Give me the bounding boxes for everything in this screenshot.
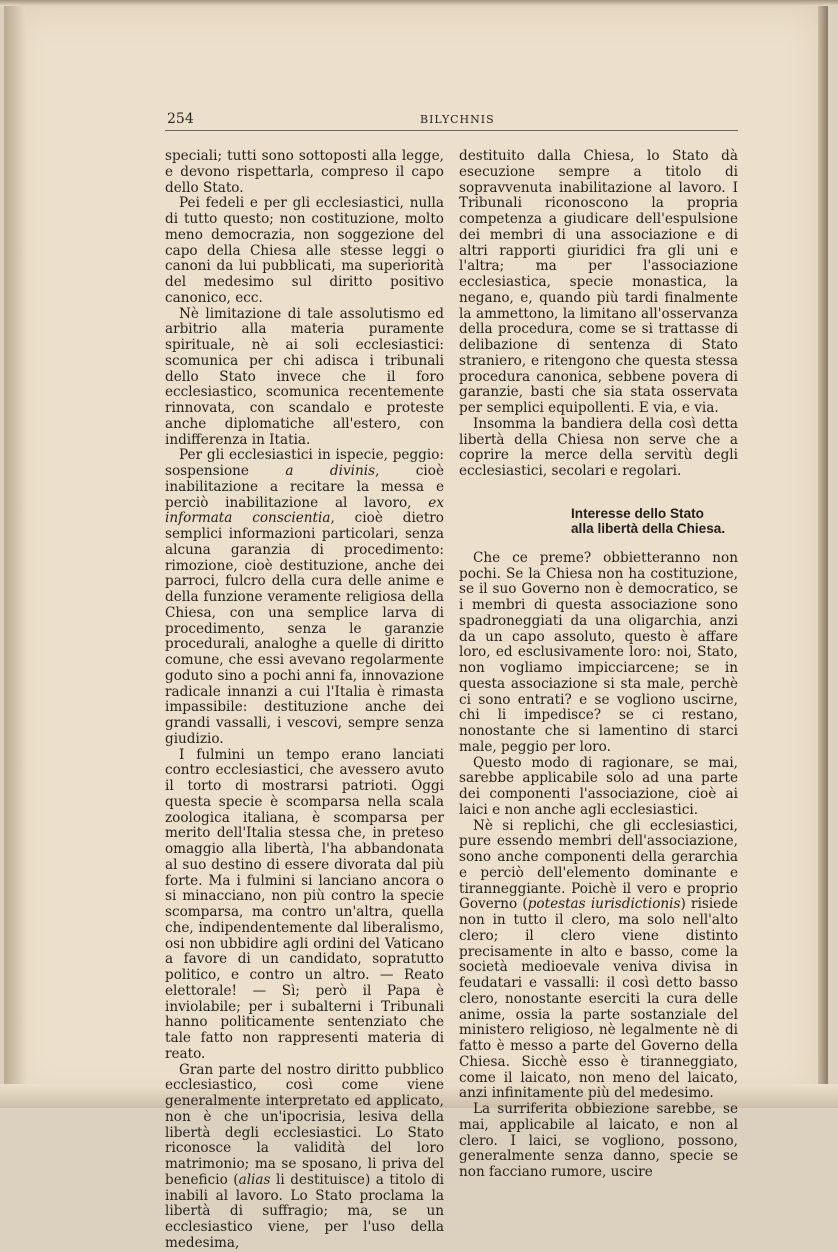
italic-phrase: ex informata conscientia [165, 494, 444, 527]
section-heading-line: Interesse dello Stato [571, 505, 704, 521]
paragraph: I fulmini un tempo erano lanciati contro ecclesiastici, che avessero avuto il torto di mostrarsi patrioti. Oggi questa specie è scomparsa nella scala zoologica italiana, è scomparsa per merito dell'Italia stessa che, in preteso omaggio alla libertà, l'ha abbandonata al suo destino di essere divorata dal più forte. Ma i fulmini si lanciano ancora o si minacciano, non più contro la specie scomparsa, ma contro un'altra, quella che, indipendentemente dal liberalismo, osi non ubbidire agli ordini del Vaticano a favore di un candidato, sopratutto politico, e contro un altro. — Reato elettorale! — Sì; però il Papa è inviolabile; per i subalterni i Tribunali hanno politicamente sentenziato che tale fatto non rappresenti materia di reato. [165, 746, 444, 1062]
paragraph: La surriferita obbiezione sarebbe, se mai, applicabile al laicato, e non al clero. I laici, se vogliono, possono, generalmente senza danno, specie se non facciano rumore, uscire [459, 1101, 738, 1181]
italic-phrase: a divinis [285, 463, 376, 479]
paragraph: Insomma la bandiera della così detta libertà della Chiesa non serve che a coprire la merce della servitù degli ecclesiastici, secolari e regolari. [459, 415, 738, 479]
paragraph-text: ) risiede non in tutto il clero, ma solo nell'alto clero; il clero viene distinto precisamente in alto e basso, come la società medioevale veniva divisa in feudatari e vassalli: il così detto basso clero, nonostante eserciti la cura delle anime, ossia la parte sostanziale del ministero religioso, nè legalmente nè di fatto è messo a parte del Governo della Chiesa. Sicchè esso è tiranneggiato, come il laicato, non meno del laicato, anzi infinitamente più del medesimo. [459, 896, 738, 1102]
paragraph-text: Nè si replichi, che gli ecclesiastici, pure essendo membri dell'associazione, sono anche componenti della gerarchia e perciò dell'elemento dominante e tiranneggiante. Poichè il vero e proprio Governo ( [459, 817, 738, 913]
paragraph-text: li destituisce) a titolo di inabili al lavoro. Lo Stato proclama la libertà di suffragio; ma, se un ecclesiastico viene, per l'uso della medesima, [165, 1171, 444, 1251]
section-heading [459, 506, 738, 537]
page-number: 254 [167, 111, 194, 127]
paragraph-text: Gran parte del nostro diritto pubblico ecclesiastico, così come viene generalmente interpretato ed applicato, non è che un'ipocrisia, lesiva della libertà degli ecclesiastici. Lo Stato riconosce la validità del loro matrimonio; ma se sposano, li priva del beneficio ( [165, 1061, 444, 1188]
italic-phrase: alias [238, 1171, 271, 1188]
paragraph: Nè limitazione di tale assolutismo ed arbitrio alla materia puramente spirituale, nè ai soli ecclesiastici: scomunica per chi adisca i tribunali dello Stato invece che il foro ecclesiastico, scomunica recentemente rinnovata, con scandalo e proteste anche diplomatiche all'estero, con indifferenza in Itatia. [165, 305, 444, 448]
paragraph-text: , cioè inabilitazione a recitare la messa e perciò inabilitazione al lavoro, [165, 463, 444, 511]
paragraph [165, 448, 444, 747]
paragraph [165, 1063, 444, 1252]
running-title: BILYCHNIS [420, 113, 495, 126]
top-page-edge [0, 0, 838, 6]
italic-phrase: potestas iurisdictionis [527, 896, 681, 913]
paragraph [459, 819, 738, 1103]
paragraph: speciali; tutti sono sottoposti alla legge, e devono rispettarla, compreso il capo dello Stato. [165, 148, 444, 196]
paragraph: Che ce preme? obbietteranno non pochi. Se la Chiesa non ha costituzione, se il suo Governo non è democratico, se i membri di questa associazione sono spadroneggiati da una oligarchia, anzi da un capo assoluto, questo è affare loro, ed esclusivamente loro: noi, Stato, non vogliamo impicciarcene; se in questa associazione si sta male, perchè ci sono entrati? e se vogliono uscirne, chi li impedisce? se ci restano, nonostante che si lamentino di starci male, peggio per loro. [459, 549, 738, 755]
section-heading-line: alla libertà della Chiesa. [571, 521, 726, 537]
paragraph-text: Per gli ecclesiastici in ispecie, peggio: sospensione [165, 447, 444, 479]
right-column [459, 149, 738, 1181]
binding-shadow [4, 0, 26, 1108]
paragraph: destituito dalla Chiesa, lo Stato dà esecuzione sempre a titolo di sopravvenuta inabilitazione al lavoro. I Tribunali riconoscono la propria competenza a giudicare dell'espulsione dei membri di una associazione e di altri rapporti giuridici fra gli uni e l'altra; ma per l'associazione ecclesiastica, specie monastica, la negano, e, quando più tardi finalmente la ammettono, la limitano all'osservanza della procedura, come se si trattasse di delibazione di sentenza di Stato straniero, e ritengono che questa stessa procedura canonica, sebbene povera di garanzie, basti che sia stata osservata per semplici equipollenti. E via, e via. [459, 148, 738, 416]
header-rule [165, 130, 738, 131]
paragraph: Pei fedeli e per gli ecclesiastici, nulla di tutto questo; non costituzione, molto meno democrazia, non soggezione del capo della Chiesa alle stesse leggi o canoni da lui pubblicati, ma superiorità del medesimo sul diritto positivo canonico, ecc. [165, 195, 444, 306]
page-edge [818, 0, 828, 1108]
paragraph-text: , cioè dietro semplici informazioni particolari, senza alcuna garanzia di procedimento: rimozione, cioè destituzione, anche dei parroci, fulcro della cura delle anime e della funzione veramente religiosa della Chiesa, con una semplice larva di procedimento, senza le garanzie procedurali, analoghe a quelle di diritto comune, che essi avevano regolarmente goduto sino a pochi anni fa, innovazione radicale innanzi a cui l'Italia è rimasta impassibile: destituzione anche dei grandi vassalli, i vescovi, sempre senza giudizio. [165, 510, 444, 747]
paragraph: Questo modo di ragionare, se mai, sarebbe applicabile solo ad una parte dei componenti l'associazione, cioè ai laici e non anche agli ecclesiastici. [459, 754, 738, 818]
left-column [165, 149, 444, 1252]
